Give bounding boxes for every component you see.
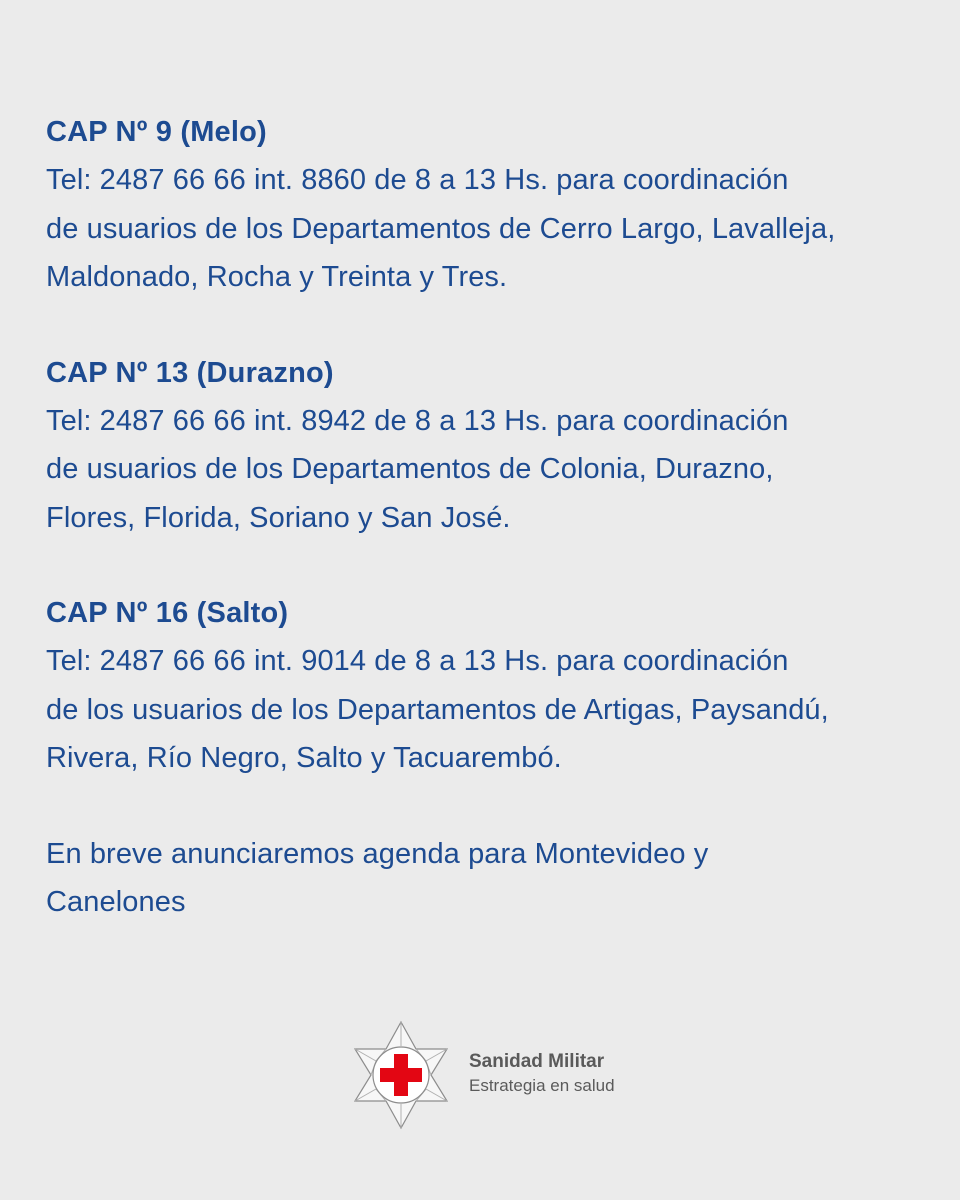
sanidad-militar-logo	[346, 1020, 626, 1132]
section-line: Rivera, Río Negro, Salto y Tacuarembó.	[46, 742, 562, 774]
notice-line: Canelones	[46, 885, 186, 918]
section-title: CAP Nº 9 (Melo)	[46, 116, 267, 148]
section-line: Tel: 2487 66 66 int. 9014 de 8 a 13 Hs. para coordinación	[46, 645, 789, 677]
red-cross-star-icon	[346, 1020, 456, 1130]
notice-line: En breve anunciaremos agenda para Montevideo y	[46, 837, 709, 870]
section-line: Tel: 2487 66 66 int. 8860 de 8 a 13 Hs. para coordinación	[46, 164, 789, 196]
section-line: Flores, Florida, Soriano y San José.	[46, 501, 511, 534]
announcement-body	[46, 108, 946, 973]
section-line: de los usuarios de los Departamentos de Artigas, Paysandú,	[46, 693, 829, 726]
section-title: CAP Nº 13 (Durazno)	[46, 356, 334, 389]
logo-name: Sanidad Militar	[469, 1051, 605, 1072]
cap-section-salto	[46, 589, 946, 783]
cap-section-durazno	[46, 349, 946, 543]
section-title: CAP Nº 16 (Salto)	[46, 597, 289, 629]
section-line: Maldonado, Rocha y Treinta y Tres.	[46, 261, 508, 293]
logo-tagline: Estrategia en salud	[469, 1076, 615, 1095]
notice	[46, 830, 946, 926]
section-line: de usuarios de los Departamentos de Colonia, Durazno,	[46, 453, 774, 485]
cap-section-melo	[46, 108, 946, 302]
section-line: Tel: 2487 66 66 int. 8942 de 8 a 13 Hs. para coordinación	[46, 404, 789, 437]
section-line: de usuarios de los Departamentos de Cerro Largo, Lavalleja,	[46, 212, 836, 245]
